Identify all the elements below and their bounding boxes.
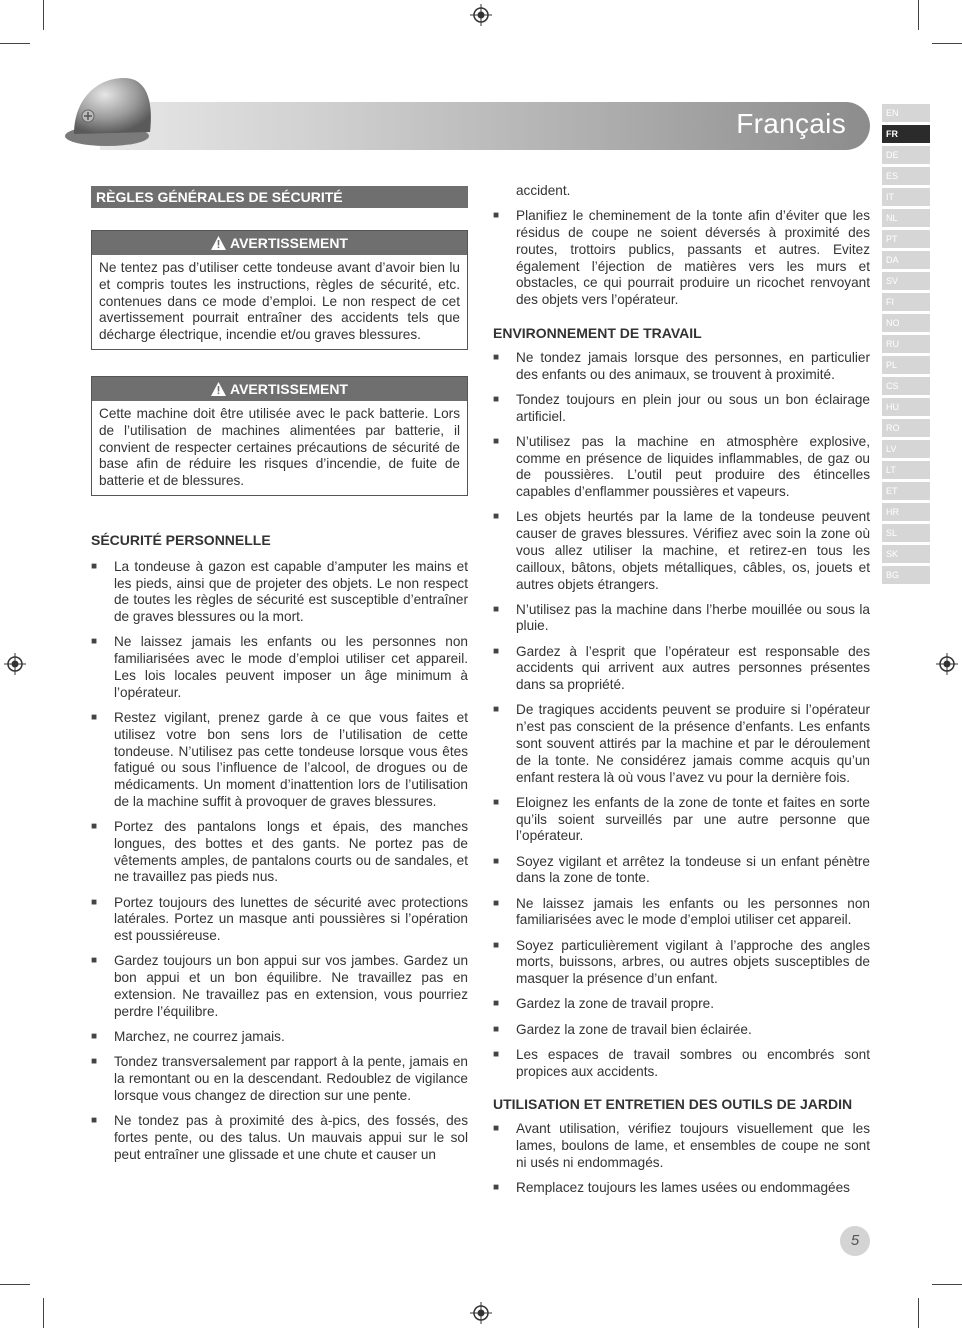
language-tab-ro: RO [882, 419, 930, 437]
list-item: ■ La tondeuse à gazon est capable d’amputer les mains et les pieds, ainsi que de projeter des objets. Le non respect de toutes les règles de sécurité est susceptible d’entraîner de graves blessures ou la mort. [91, 559, 468, 626]
section-title: RÈGLES GÉNÉRALES DE SÉCURITÉ [91, 186, 468, 208]
list-item: ■ Gardez toujours un bon appui sur vos jambes. Gardez un bon appui et un bon équilibre. Ne travaillez pas en extension. Ne travaillez pas en extension, vous pourriez perdre l’équilibre. [91, 953, 468, 1020]
language-tab-sl: SL [882, 524, 930, 542]
list-item: ■ N’utilisez pas la machine dans l’herbe mouillée ou sous la pluie. [493, 602, 870, 636]
registration-mark-icon [470, 1302, 492, 1324]
crop-mark [0, 43, 30, 44]
list-item: ■ Soyez particulièrement vigilant à l’approche des angles morts, buissons, arbres, ou autres objets susceptibles de masquer la présence d’un enfant. [493, 938, 870, 988]
language-tabs [882, 104, 930, 587]
list-item: ■ Portez toujours des lunettes de sécurité avec protections latérales. Portez un masque anti poussières si l’opération est poussiéreuse. [91, 895, 468, 945]
list-item: ■ Ne tondez jamais lorsque des personnes, en particulier des enfants ou des animaux, se trouvent à proximité. [493, 350, 870, 384]
crop-mark [932, 43, 962, 44]
crop-mark [932, 1284, 962, 1285]
language-tab-sv: SV [882, 272, 930, 290]
language-tab-et: ET [882, 482, 930, 500]
list-item: ■ Gardez à l’esprit que l’opérateur est responsable des accidents qui arrivent aux autres personnes présentes dans sa propriété. [493, 644, 870, 694]
list-item: ■ De tragiques accidents peuvent se produire si l’opérateur n’est pas conscient de la présence d’enfants. Les enfants sont souvent attirés par la machine et par le déroulement de la tonte. Ne considérez jamais comme acquis qu’un enfant restera là où vous l’avez vu pour la dernière fois. [493, 702, 870, 786]
list-item: ■ N’utilisez pas la machine en atmosphère explosive, comme en présence de liquides inflammables, de gaz ou de poussières. L’outil peut produire des étincelles capables d’enflammer poussières et vapeurs. [493, 434, 870, 501]
list-item: ■ Marchez, ne courrez jamais. [91, 1029, 468, 1046]
warning-title: AVERTISSEMENT [230, 235, 348, 251]
language-tab-fr: FR [882, 125, 930, 143]
list-item: ■ Gardez la zone de travail propre. [493, 996, 870, 1013]
warning-text: Cette machine doit être utilisée avec le pack batterie. Lors de l’utilisation de machines alimentées par batterie, il convient de respecter certaines précautions de sécurité de base afin de réduire les risques d’incendie, de fuite de batterie et de blessures. [99, 405, 460, 489]
list-item: ■ Les objets heurtés par la lame de la tondeuse peuvent causer de graves blessures. Vérifiez avec soin la zone où vous allez utiliser la machine, et retirez-en tous les cailloux, bâtons, objets métalliques, câbles, os, jouets et autres objets étrangers. [493, 509, 870, 593]
language-tab-lt: LT [882, 461, 930, 479]
warning-triangle-icon [211, 236, 226, 250]
left-column [91, 180, 468, 1172]
language-tab-en: EN [882, 104, 930, 122]
language-tab-pl: PL [882, 356, 930, 374]
garden-tools-list [493, 1121, 870, 1197]
list-item: ■ Soyez vigilant et arrêtez la tondeuse si un enfant pénètre dans la zone de tonte. [493, 854, 870, 888]
language-tab-da: DA [882, 251, 930, 269]
language-tab-hu: HU [882, 398, 930, 416]
warning-box [91, 376, 468, 496]
header-banner [100, 102, 870, 150]
list-item: ■ Tondez toujours en plein jour ou sous un bon éclairage artificiel. [493, 392, 870, 426]
language-tab-sk: SK [882, 545, 930, 563]
list-item: ■ Ne laissez jamais les enfants ou les personnes non familiarisées avec le mode d’emploi utiliser cet appareil. Les lois locales peuvent imposer un âge minimum à l’opérateur. [91, 634, 468, 701]
crop-mark [918, 0, 919, 30]
list-item: ■ Restez vigilant, prenez garde à ce que vous faites et utilisez votre bon sens lors de l’utilisation de cette tondeuse. N’utilisez pas cette tondeuse lorsque vous êtes fatigué ou sous l’influence de l’alcool, de drogues ou de médicaments. Un moment d’inattention lors de l’utilisation de la machine suffit à provoquer de graves blessures. [91, 710, 468, 811]
language-tab-fi: FI [882, 293, 930, 311]
language-tab-bg: BG [882, 566, 930, 584]
personal-safety-list-continued [493, 208, 870, 309]
warning-triangle-icon [211, 382, 226, 396]
work-environment-list [493, 350, 870, 1081]
language-tab-es: ES [882, 167, 930, 185]
list-item: ■ Remplacez toujours les lames usées ou endommagées [493, 1180, 870, 1197]
language-tab-hr: HR [882, 503, 930, 521]
safety-helmet-icon [62, 74, 162, 154]
list-item: ■ Gardez la zone de travail bien éclairée. [493, 1022, 870, 1039]
right-column [493, 183, 870, 1205]
list-item: ■ Eloignez les enfants de la zone de tonte et faites en sorte qu’ils soient surveillés par une autre personne que l’opérateur. [493, 795, 870, 845]
page-number: 5 [840, 1226, 870, 1256]
crop-mark [0, 1284, 30, 1285]
language-tab-pt: PT [882, 230, 930, 248]
language-tab-lv: LV [882, 440, 930, 458]
personal-safety-heading: SÉCURITÉ PERSONNELLE [91, 531, 271, 548]
list-item: ■ Planifiez le cheminement de la tonte afin d’éviter que les résidus de coupe ne soient déversés à proximité des routes, trottoirs publics, passants et autres. Evitez également l’éjection de matières vers les murs et obstacles, ce qui pourrait produire un ricochet renvoyant des objets vers l’opérateur. [493, 208, 870, 309]
garden-tools-heading: UTILISATION ET ENTRETIEN DES OUTILS DE JARDIN [493, 1096, 853, 1113]
registration-mark-icon [4, 653, 26, 675]
list-item: ■ Portez des pantalons longs et épais, des manches longues, des bottes et des gants. Ne portez pas de vêtements amples, de pantalons courts ou de sandales, et ne travaillez pas pieds nus. [91, 819, 468, 886]
continued-text: accident. [516, 183, 571, 198]
language-tab-de: DE [882, 146, 930, 164]
warning-header [92, 231, 467, 255]
warning-header [92, 377, 467, 401]
language-tab-cs: CS [882, 377, 930, 395]
list-item: ■ Tondez transversalement par rapport à la pente, jamais en la remontant ou en la descendant. Redoublez de vigilance lorsque vous changez de direction sur une pente. [91, 1054, 468, 1104]
crop-mark [918, 1298, 919, 1328]
warning-title: AVERTISSEMENT [230, 380, 348, 397]
language-tab-ru: RU [882, 335, 930, 353]
language-tab-nl: NL [882, 209, 930, 227]
list-item: ■ Avant utilisation, vérifiez toujours visuellement que les lames, boulons de lame, et ensembles de coupe ne sont ni usés ni endommagés. [493, 1121, 870, 1171]
warning-box [91, 230, 468, 350]
language-tab-it: IT [882, 188, 930, 206]
list-item: ■ Ne laissez jamais les enfants ou les personnes non familiarisées avec le mode d’emploi utiliser cet appareil. [493, 896, 870, 930]
crop-mark [43, 0, 44, 30]
work-environment-heading: ENVIRONNEMENT DE TRAVAIL [493, 324, 702, 341]
list-item: ■ Les espaces de travail sombres ou encombrés sont propices aux accidents. [493, 1047, 870, 1081]
language-tab-no: NO [882, 314, 930, 332]
personal-safety-list [91, 559, 468, 1164]
page-title: Français [736, 108, 846, 139]
warning-text: Ne tentez pas d’utiliser cette tondeuse avant d’avoir bien lu et compris toutes les instructions, règles de sécurité, etc. contenues dans ce mode d’emploi. Le non respect de cet avertissement pourrait entraîner des accidents tels que décharge électrique, incendie et/ou graves blessures. [99, 260, 460, 343]
crop-mark [43, 1298, 44, 1328]
registration-mark-icon [936, 653, 958, 675]
list-item: ■ Ne tondez pas à proximité des à-pics, des fossés, des fortes pente, ou des talus. Un mauvais appui sur le sol peut entraîner une glissade et une chute et causer un [91, 1113, 468, 1163]
registration-mark-icon [470, 4, 492, 26]
